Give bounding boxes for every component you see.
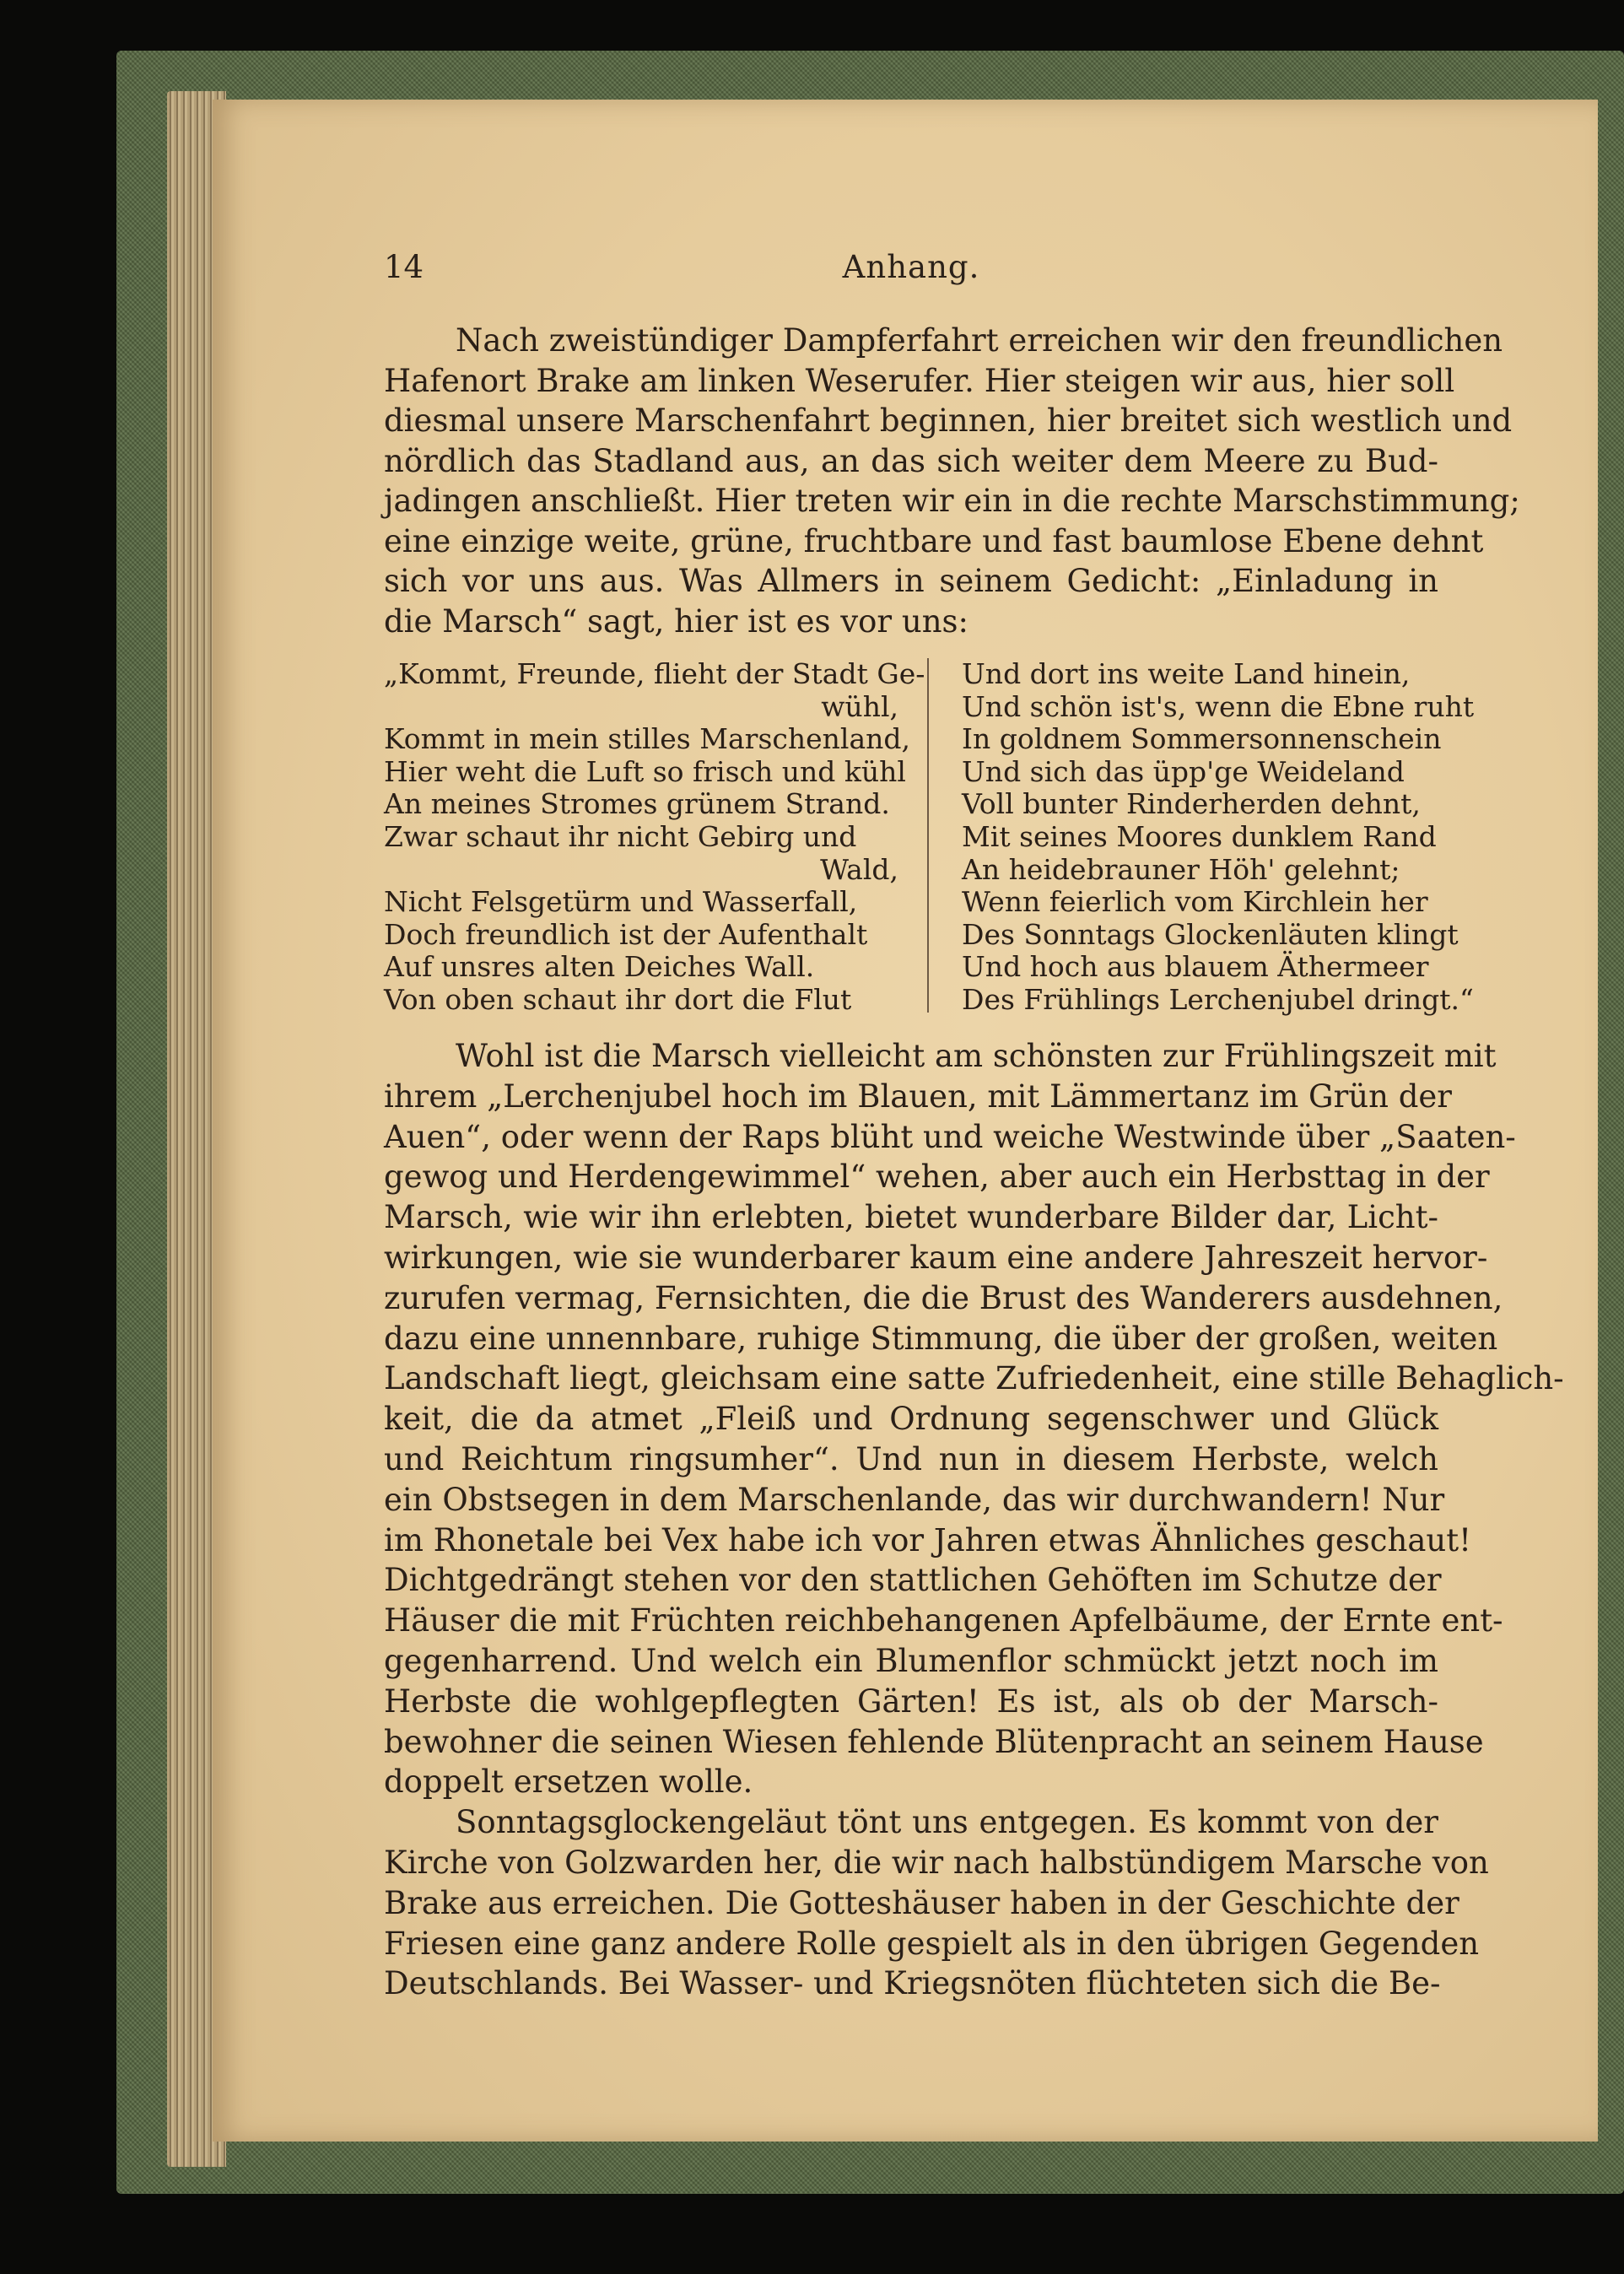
poem-line: In goldnem Sommersonnenschein — [962, 722, 1442, 756]
poem-line: Und dort ins weite Land hinein, — [962, 657, 1411, 690]
text-line: Deutschlands. Bei Wasser- und Kriegsnöten flüchteten sich die Be- — [384, 1965, 1441, 2002]
running-title: Anhang. — [842, 249, 980, 285]
poem-column-left — [384, 657, 925, 1017]
text-line: keit, die da atmet „Fleiß und Ordnung segenschwer und Glück — [384, 1401, 1438, 1438]
poem-line: „Kommt, Freunde, flieht der Stadt Ge- — [384, 657, 925, 690]
text-line: Kirche von Golzwarden her, die wir nach halbstündigem Marsche von — [384, 1844, 1489, 1881]
text-line: zurufen vermag, Fernsichten, die die Brust des Wanderers ausdehnen, — [384, 1279, 1503, 1316]
text-line: diesmal unsere Marschenfahrt beginnen, hier breitet sich westlich und — [384, 402, 1513, 439]
poem-line: An heidebrauner Höh' gelehnt; — [962, 852, 1400, 886]
text-line: wirkungen, wie sie wunderbarer kaum eine andere Jahreszeit hervor- — [384, 1239, 1488, 1276]
poem-line: Und schön ist's, wenn die Ebne ruht — [962, 689, 1475, 723]
text-line: doppelt ersetzen wolle. — [384, 1764, 753, 1801]
poem-line: Des Frühlings Lerchenjubel dringt.“ — [962, 982, 1474, 1016]
poem-line: Voll bunter Rinderherden dehnt, — [962, 787, 1421, 821]
poem-column-right — [962, 657, 1475, 1017]
text-line: und Reichtum ringsumher“. Und nun in diesem Herbste, welch — [384, 1440, 1438, 1477]
text-line: bewohner die seinen Wiesen fehlende Blütenpracht an seinem Hause — [384, 1723, 1484, 1760]
text-line: ihrem „Lerchenjubel hoch im Blauen, mit Lämmertanz im Grün der — [384, 1078, 1452, 1115]
text-line: im Rhonetale bei Vex habe ich vor Jahren etwas Ähnliches geschaut! — [384, 1521, 1471, 1558]
text-line: die Marsch“ sagt, hier ist es vor uns: — [384, 602, 968, 640]
text-line: Hafenort Brake am linken Weserufer. Hier steigen wir aus, hier soll — [384, 362, 1455, 399]
poem-line: Hier weht die Luft so frisch und kühl — [384, 754, 906, 788]
poem-line: Wald, — [820, 852, 898, 886]
poem-line: Zwar schaut ihr nicht Gebirg und — [384, 819, 857, 853]
poem-line: Von oben schaut ihr dort die Flut — [384, 982, 852, 1016]
text-line: gewog und Herdengewimmel“ wehen, aber auch ein Herbsttag in der — [384, 1159, 1490, 1196]
intro-paragraph — [384, 321, 1520, 641]
poem-line: Und sich das üpp'ge Weideland — [962, 754, 1405, 788]
poem-line: Mit seines Moores dunklem Rand — [962, 819, 1437, 853]
text-line: dazu eine unnennbare, ruhige Stimmung, die über der großen, weiten — [384, 1320, 1498, 1357]
text-line: Wohl ist die Marsch vielleicht am schönsten zur Frühlingszeit mit — [456, 1038, 1497, 1074]
text-line: nördlich das Stadland aus, an das sich weiter dem Meere zu Bud- — [384, 442, 1438, 479]
text-line: ein Obstsegen in dem Marschenlande, das wir durchwandern! Nur — [384, 1481, 1445, 1518]
text-line: Brake aus erreichen. Die Gotteshäuser haben in der Geschichte der — [384, 1884, 1459, 1921]
page-number: 14 — [384, 249, 424, 285]
text-line: Auen“, oder wenn der Raps blüht und weiche Westwinde über „Saaten- — [384, 1118, 1516, 1155]
poem-line: Des Sonntags Glockenläuten klingt — [962, 917, 1459, 951]
text-line: Häuser die mit Früchten reichbehangenen Apfelbäume, der Ernte ent- — [384, 1602, 1503, 1639]
poem-line: An meines Stromes grünem Strand. — [384, 787, 890, 821]
text-line: eine einzige weite, grüne, fruchtbare und fast baumlose Ebene dehnt — [384, 522, 1484, 559]
text-line: Dichtgedrängt stehen vor den stattlichen Gehöften im Schutze der — [384, 1562, 1442, 1599]
text-line: Herbste die wohlgepflegten Gärten! Es ist, als ob der Marsch- — [384, 1683, 1438, 1720]
text-line: gegenharrend. Und welch ein Blumenflor schmückt jetzt noch im — [384, 1642, 1438, 1679]
text-line: Marsch, wie wir ihn erlebten, bietet wunderbare Bilder dar, Licht- — [384, 1199, 1438, 1236]
text-line: jadingen anschließt. Hier treten wir ein in die rechte Marschstimmung; — [384, 483, 1520, 519]
poem-line: wühl, — [821, 689, 898, 723]
poem-line: Kommt in mein stilles Marschenland, — [384, 722, 910, 756]
poem-block — [384, 657, 1475, 1021]
page-header — [384, 249, 1438, 283]
poem-line: Nicht Felsgetürm und Wasserfall, — [384, 885, 858, 919]
text-line: Sonntagsglockengeläut tönt uns entgegen. Es kommt von der — [456, 1804, 1438, 1841]
poem-line: Wenn feierlich vom Kirchlein her — [962, 885, 1428, 919]
text-line: Friesen eine ganz andere Rolle gespielt als in den übrigen Gegenden — [384, 1925, 1480, 1962]
poem-line: Auf unsres alten Deiches Wall. — [384, 950, 815, 984]
poem-line: Und hoch aus blauem Äthermeer — [962, 950, 1429, 984]
poem-column-divider — [927, 658, 929, 1013]
text-line: Nach zweistündiger Dampferfahrt erreichen wir den freundlichen — [456, 322, 1503, 359]
text-line: sich vor uns aus. Was Allmers in seinem Gedicht: „Einladung in — [384, 563, 1438, 599]
text-line: Landschaft liegt, gleichsam eine satte Zufriedenheit, eine stille Behaglich- — [384, 1360, 1564, 1397]
main-paragraphs — [384, 1036, 1564, 2004]
poem-line: Doch freundlich ist der Aufenthalt — [384, 917, 868, 951]
